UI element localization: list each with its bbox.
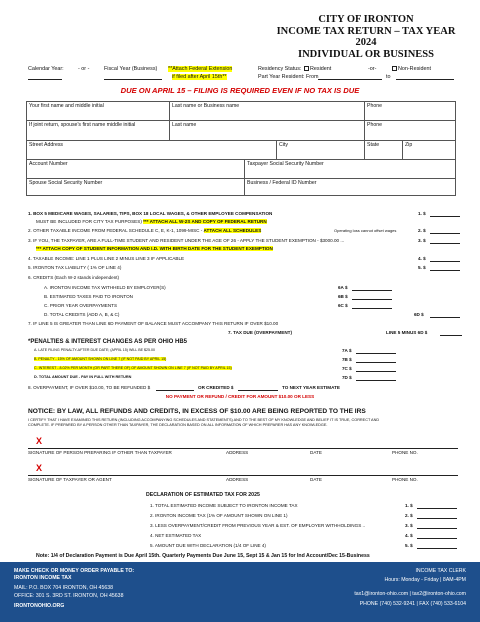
penalty-c-amount[interactable]	[356, 366, 396, 372]
line1-note: MUST BE INCLUDED FOR CITY TAX PURPOSES)	[36, 219, 142, 224]
est-line1-label: 1. $	[405, 503, 413, 508]
line5-text: 5. IRONTON TAX LIABILITY ( 1% OF LINE 4)	[28, 265, 122, 270]
taxpayer-signature-line[interactable]	[28, 475, 458, 476]
line2-text: 2. OTHER TAXABLE INCOME FROM FEDERAL SCHEDULE C, E, K-1, 1099-MISC -	[28, 228, 203, 233]
est-line2-text: 2. IRONTON INCOME TAX (1% OF AMOUNT SHOWN ON LINE 1)	[150, 513, 288, 518]
part-year-to-field[interactable]	[396, 74, 454, 80]
preparer-signature-label: SIGNATURE OF PERSON PREPARING IF OTHER THAN TAXPAYER	[28, 450, 172, 455]
penalty-c-label: 7C $	[342, 366, 352, 371]
line5-amount[interactable]	[430, 265, 460, 271]
city-field[interactable]: City	[277, 141, 365, 160]
next-year-label: TO NEXT YEAR ESTIMATE	[282, 385, 340, 390]
line6b-amount[interactable]	[352, 294, 392, 300]
non-resident-label: Non-Resident	[398, 66, 431, 72]
non-resident-checkbox[interactable]	[392, 66, 397, 71]
spouse-last-name-field[interactable]: Last name	[170, 121, 365, 141]
line4-amount[interactable]	[430, 256, 460, 262]
preparer-phone-label: PHONE NO.	[392, 450, 418, 455]
irs-notice-title: NOTICE: BY LAW, ALL REFUNDS AND CREDITS, IN EXCESS OF $10.00 ARE BEING REPORTED TO THE IRS	[28, 408, 366, 415]
est-line2-amount[interactable]	[417, 513, 457, 519]
preparer-date-label: DATE	[310, 450, 322, 455]
line6a-amount[interactable]	[352, 285, 392, 291]
line6d-amount[interactable]	[430, 312, 460, 318]
phone-fax: PHONE (740) 532-9241 | FAX (740) 533-6104	[359, 601, 466, 607]
if-filed-note: if filed after April 15th**	[172, 74, 227, 80]
est-line3-label: 3. $	[405, 523, 413, 528]
preparer-address-label: ADDRESS	[226, 450, 249, 455]
payable-label: MAKE CHECK OR MONEY ORDER PAYABLE TO:	[14, 568, 135, 574]
line4-text: 4. TAXABLE INCOME: LINE 1 PLUS LINE 2 MINUS LINE 3 IF APPLICABLE	[28, 256, 185, 261]
taxpayer-phone-label: PHONE NO.	[392, 477, 418, 482]
fiscal-year-label: Fiscal Year (Business)	[104, 66, 158, 72]
certification-text-1: I CERTIFY THAT I HAVE EXAMINED THIS RETURN (INCLUDING ACCOMPANYING SCHEDULES AND STATEMENTS) AND TO THE BEST OF MY KNOWLEDGE AND BELIEF IT IS TRUE, CORRECT AND	[28, 418, 380, 422]
website-link[interactable]: IRONTONOHIO.ORG	[14, 603, 65, 609]
email-links[interactable]: tax1@ironton-ohio.com | tax2@ironton-ohio.com	[354, 591, 466, 597]
account-number-field[interactable]: Account Number	[27, 160, 245, 179]
penalty-a-text: A. LATE FILING PENALTY-AFTER DUE DATE; (APRIL 15) WILL BE $25.00	[34, 348, 156, 352]
form-title: INCOME TAX RETURN – TAX YEAR 2024	[276, 25, 456, 48]
or-label: - or -	[78, 66, 90, 72]
certification-text-2: COMPLETE. IF PREPARED BY A PERSON OTHER THAN TAXPAYER, THE DECLARATION BASED ON ALL INFORMATION OF WHICH PREPARER HAS ANY KNOWLEDGE.	[28, 423, 328, 427]
line5-label: 5. $	[418, 265, 426, 270]
clerk-label: INCOME TAX CLERK	[415, 568, 466, 574]
residency-label: Residency Status:	[258, 66, 302, 72]
line2-note: Operating loss cannot offset wages	[334, 228, 397, 233]
line8-text: 8. OVERPAYMENT, IF OVER $10.00, TO BE REFUNDED $	[28, 385, 151, 390]
est-line4-label: 4. $	[405, 533, 413, 538]
line1-label: 1. $	[418, 211, 426, 216]
taxpayer-x-mark: X	[36, 463, 43, 473]
line6b-label: 6B $	[338, 294, 348, 299]
part-year-label: Part Year Resident: From	[258, 74, 319, 80]
est-line5-label: 5. $	[405, 543, 413, 548]
est-line1-amount[interactable]	[417, 503, 457, 509]
state-field[interactable]: State	[365, 141, 403, 160]
preparer-signature-line[interactable]	[28, 448, 458, 449]
est-line1-text: 1. TOTAL ESTIMATED INCOME SUBJECT TO IRONTON INCOME TAX	[150, 503, 298, 508]
line6c-amount[interactable]	[352, 303, 392, 309]
or2-label: -or-	[368, 66, 377, 72]
city-name: CITY OF IRONTON	[318, 14, 414, 25]
fiscal-year-field[interactable]	[104, 74, 162, 80]
line4-label: 4. $	[418, 256, 426, 261]
payee-name: IRONTON INCOME TAX	[14, 575, 72, 581]
spouse-phone-field[interactable]: Phone	[365, 121, 456, 141]
business-id-field[interactable]: Business / Federal ID Number	[247, 180, 317, 186]
line3-label: 3. $	[418, 238, 426, 243]
penalty-d-label: 7D $	[342, 375, 352, 380]
calendar-year-field[interactable]	[28, 74, 62, 80]
refund-amount[interactable]	[156, 385, 194, 391]
penalty-b-label: 7B $	[342, 357, 352, 362]
due-notice: DUE ON APRIL 15 – FILING IS REQUIRED EVEN IF NO TAX IS DUE	[120, 86, 360, 95]
line7-formula: LINE 5 MINUS 6D $	[386, 330, 428, 335]
penalty-a-amount[interactable]	[356, 348, 396, 354]
penalties-title: *PENALTIES & INTEREST CHANGES AS PER OHIO HB5	[28, 339, 188, 345]
mail-address: MAIL: P.O. BOX 704 IRONTON, OH 45638	[14, 585, 113, 591]
line2-amount[interactable]	[430, 228, 460, 234]
estimated-tax-title: DECLARATION OF ESTIMATED TAX FOR 2025	[146, 492, 260, 498]
taxpayer-info-grid	[26, 101, 456, 196]
line7-amount[interactable]	[440, 330, 462, 336]
credited-amount[interactable]	[238, 385, 278, 391]
est-line4-amount[interactable]	[417, 533, 457, 539]
taxpayer-date-label: DATE	[310, 477, 322, 482]
line6b-text: B. ESTIMATED TAXES PAID TO IRONTON	[44, 294, 133, 299]
zip-field[interactable]: Zip	[403, 141, 456, 160]
taxpayer-address-label: ADDRESS	[226, 477, 249, 482]
preparer-x-mark: X	[36, 436, 43, 446]
line6a-label: 6A $	[338, 285, 348, 290]
line6d-label: 6D $	[414, 312, 424, 317]
est-line2-label: 2. $	[405, 513, 413, 518]
line3-text: 3. IF YOU, THE TAXPAYER, ARE A FULL-TIME STUDENT AND RESIDENT UNDER THE AGE OF 26 - APPLY THE STUDENT EXEMPTION - $3000.00 ...	[28, 238, 345, 243]
est-line3-amount[interactable]	[417, 523, 457, 529]
spouse-name-field[interactable]: If joint return, spouse's first name middle initial	[27, 121, 170, 141]
last-name-field[interactable]: Last name or Business name	[170, 102, 365, 121]
line6d-text: D. TOTAL CREDITS (ADD A, B, & C)	[44, 312, 120, 317]
to-label: to	[386, 74, 391, 80]
penalty-d-text: D. TOTAL AMOUNT DUE - PAY IN FULL WITH RETURN	[34, 375, 132, 379]
est-line4-text: 4. NET ESTIMATED TAX	[150, 533, 202, 538]
penalty-a-label: 7A $	[342, 348, 352, 353]
footer-bar	[0, 562, 480, 622]
est-line5-amount[interactable]	[417, 543, 457, 549]
street-address-field[interactable]: Street Address	[27, 141, 277, 160]
line6c-text: C. PRIOR YEAR OVERPAYMENTS	[44, 303, 118, 308]
penalty-c-text: C. INTEREST - 8.02% PER MONTH (OR PART THERE OF) OF AMOUNT SHOWN ON LINE 7 (IF NOT PAID BY APRIL 15)	[34, 366, 232, 370]
no-payment-note: NO PAYMENT OR REFUND / CREDIT FOR AMOUNT $10.00 OR LESS	[165, 394, 315, 399]
penalty-b-amount[interactable]	[356, 357, 396, 363]
penalty-d-amount[interactable]	[356, 375, 396, 381]
taxpayer-ssn-field[interactable]: Taxpayer Social Security Number	[245, 160, 456, 179]
spouse-ssn-field[interactable]: Spouse Social Security Number	[27, 179, 245, 196]
line1-amount[interactable]	[430, 211, 460, 217]
taxpayer-signature-label: SIGNATURE OF TAXPAYER OR AGENT	[28, 477, 112, 482]
phone-field[interactable]: Phone	[365, 102, 456, 121]
office-hours: Hours: Monday - Friday | 8AM-4PM	[384, 577, 466, 583]
line1-text: 1. BOX 5 MEDICARE WAGES, SALARIES, TIPS, BOX 18 LOCAL WAGES, & OTHER EMPLOYEE COMPENSATION	[28, 211, 273, 216]
line7-note: 7. IF LINE 5 IS GREATER THAN LINE 6D PAYMENT OF BALANCE MUST ACCOMPANY THIS RETURN IF OVER $10.00	[28, 321, 279, 326]
resident-label: Resident	[310, 66, 332, 72]
credited-label: OR CREDITED $	[198, 385, 234, 390]
line2-label: 2. $	[418, 228, 426, 233]
penalty-b-text: B. PENALTY - 15% OF AMOUNT SHOWN ON LINE 7 (IF NOT PAID BY APRIL 15)	[34, 357, 167, 361]
form-subtitle: INDIVIDUAL OR BUSINESS	[298, 48, 434, 60]
attach-extension-note: **Attach Federal Extension	[168, 66, 233, 72]
line6a-text: A. IRONTON INCOME TAX WITHHELD BY EMPLOYER(S)	[44, 285, 166, 290]
resident-checkbox[interactable]	[304, 66, 309, 71]
line6c-label: 6C $	[338, 303, 348, 308]
line6-text: 6. CREDITS (Each W-2 stands independent)	[28, 275, 120, 280]
office-address: OFFICE: 301 S. 3RD ST. IRONTON, OH 45638	[14, 593, 124, 599]
line3-attach-note: *** ATTACH COPY OF STUDENT INFORMATION AND I.D. WITH BIRTH DATE FOR THE STUDENT EXEMPTION	[36, 246, 273, 251]
first-name-field[interactable]: Your first name and middle initial	[27, 102, 170, 121]
est-line3-text: 3. LESS OVERPAYMENT/CREDIT FROM PREVIOUS YEAR & EST. OF EMPLOYER WITHHOLDINGS ..	[150, 523, 366, 528]
line7-label: 7. TAX DUE (OVERPAYMENT)	[228, 330, 292, 335]
calendar-year-label: Calendar Year:	[28, 66, 64, 72]
line2-attach-note: ATTACH ALL SCHEDULES	[203, 228, 262, 233]
line3-amount[interactable]	[430, 238, 460, 244]
part-year-from-field[interactable]	[318, 74, 382, 80]
est-line5-text: 5. AMOUNT DUE WITH DECLARATION (1/4 OF LINE 4)	[150, 543, 266, 548]
line1-attach-note: *** ATTACH ALL W-2S AND COPY OF FEDERAL RETURN	[143, 219, 267, 224]
quarterly-payment-note: Note: 1/4 of Declaration Payment is Due April 15th. Quarterly Payments Due June 15, Sept 15 & Jan 15 for Ind Account/Dec 15-Business	[36, 553, 370, 559]
